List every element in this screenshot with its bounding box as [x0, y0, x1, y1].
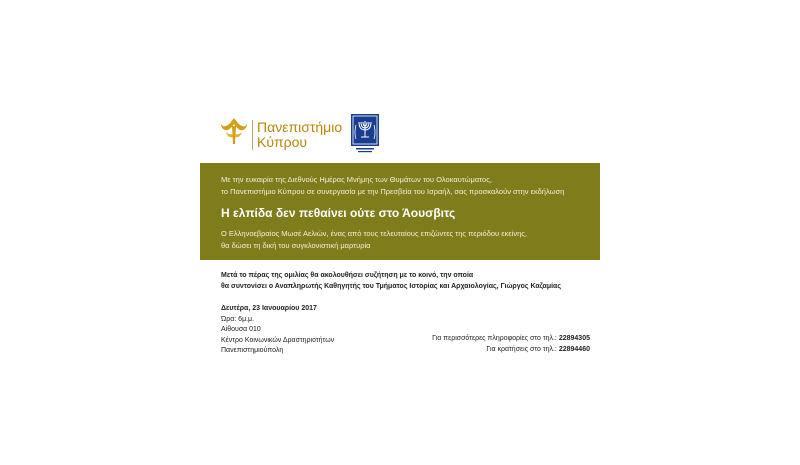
event-date: Δευτέρα, 23 Ιανουαρίου 2017	[221, 305, 317, 312]
event-venue: Κέντρο Κοινωνικών Δραστηριοτήτων	[221, 336, 335, 344]
university-of-cyprus-logo-icon	[220, 116, 248, 146]
discussion-text	[221, 270, 561, 292]
contact-info	[432, 334, 590, 355]
info-phone: 22894305	[558, 335, 590, 342]
event-time: Ώρα: 6μ.μ.	[221, 315, 255, 323]
booking-contact	[432, 345, 590, 356]
intro-line1: Με την ευκαιρία της Διεθνούς Ημέρας Μνήμης των Θυμάτων του Ολοκαυτώματος,	[221, 175, 492, 184]
info-label: Για περισσότερες πληροφορίες στο τηλ.:	[432, 335, 557, 342]
event-details	[221, 304, 334, 357]
university-name-line1: Πανεπιστήμιο	[257, 119, 343, 135]
university-name	[252, 120, 342, 150]
booking-label: Για κρατήσεις στο τηλ.:	[486, 345, 557, 353]
event-subtitle	[221, 228, 527, 252]
event-title: Η ελπίδα δεν πεθαίνει ούτε στο Άουσβιτς	[221, 206, 456, 220]
intro-text	[221, 174, 564, 198]
intro-line2: το Πανεπιστήμιο Κύπρου σε συνεργασία με την Πρεσβεία του Ισραήλ, σας προσκαλούν στην εκδήλωση	[221, 187, 565, 196]
subtitle-line2: θα δώσει τη δική του συγκλονιστική μαρτυρία	[221, 241, 371, 250]
info-contact	[432, 334, 590, 345]
subtitle-line1: Ο Ελληνοεβραίος Μωσέ Αελιών, ένας από τους τελευταίους επιζώντες της περιόδου εκείνης,	[221, 229, 527, 238]
discussion-line2: θα συντονίσει ο Αναπληρωτής Καθηγητής του Τμήματος Ιστορίας και Αρχαιολογίας, Γιώργος Καζαμίας	[221, 283, 561, 290]
invitation-header	[200, 108, 600, 163]
invitation-banner	[200, 163, 600, 260]
israel-embassy-emblem-icon	[350, 113, 380, 155]
invitation-card	[200, 108, 600, 360]
event-room: Αίθουσα 010	[221, 326, 261, 333]
event-campus: Πανεπιστημιούπολη	[221, 347, 284, 354]
discussion-line1: Μετά το πέρας της ομιλίας θα ακολουθήσει συζήτηση με το κοινό, την οποία	[221, 272, 474, 279]
university-name-line2: Κύπρου	[257, 134, 308, 150]
booking-phone: 22894460	[558, 345, 590, 353]
